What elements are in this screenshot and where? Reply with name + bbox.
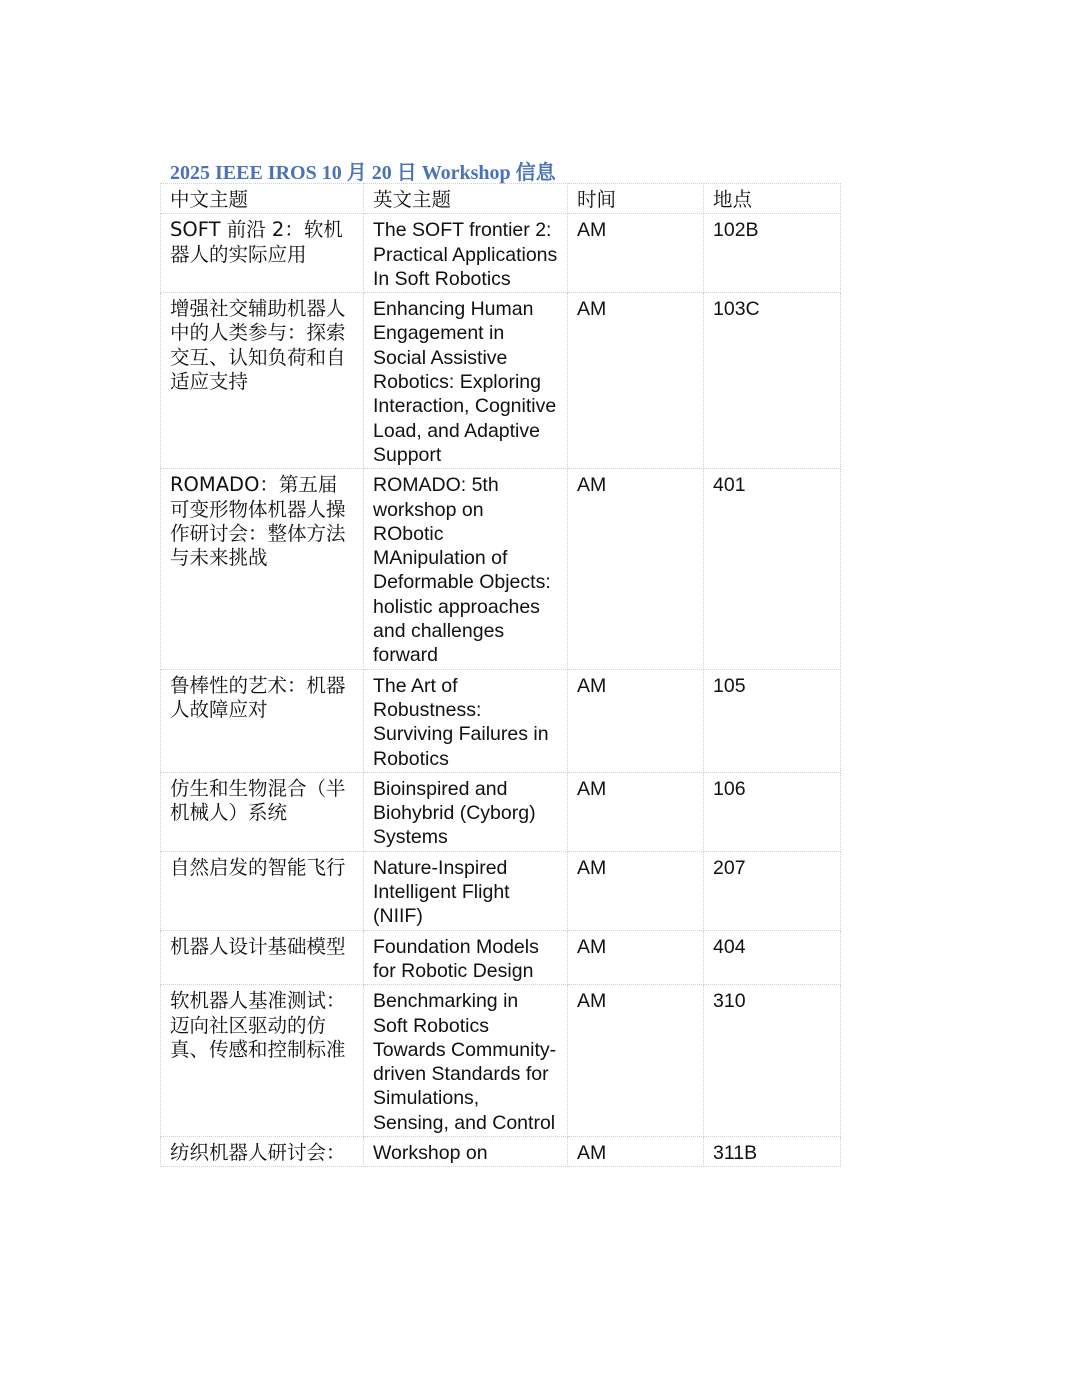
- table-row: [161, 985, 841, 1137]
- cell-chinese-topic: 纺织机器人研讨会：: [161, 1136, 364, 1166]
- cell-location: 102B: [704, 214, 841, 293]
- cell-english-topic: Bioinspired and Biohybrid (Cyborg) Systems: [364, 772, 568, 851]
- document-title: 2025 IEEE IROS 10 月 20 日 Workshop 信息: [170, 162, 556, 184]
- workshop-table: [160, 183, 841, 1167]
- cell-chinese-topic: 软机器人基准测试：迈向社区驱动的仿真、传感和控制标准: [161, 985, 364, 1137]
- cell-chinese-topic: ROMADO：第五届可变形物体机器人操作研讨会：整体方法与未来挑战: [161, 469, 364, 669]
- table-row: [161, 851, 841, 930]
- cell-english-topic: The SOFT frontier 2: Practical Applications In Soft Robotics: [364, 214, 568, 293]
- cell-location: 106: [704, 772, 841, 851]
- cell-english-topic: Foundation Models for Robotic Design: [364, 930, 568, 985]
- table-row: [161, 930, 841, 985]
- table-row: [161, 293, 841, 469]
- cell-time: AM: [568, 469, 704, 669]
- cell-location: 401: [704, 469, 841, 669]
- cell-chinese-topic: 自然启发的智能飞行: [161, 851, 364, 930]
- table-row: [161, 1136, 841, 1166]
- header-time: 时间: [568, 184, 704, 214]
- table-row: [161, 469, 841, 669]
- cell-time: AM: [568, 985, 704, 1137]
- cell-time: AM: [568, 214, 704, 293]
- cell-english-topic: ROMADO: 5th workshop on RObotic MAnipulation of Deformable Objects: holistic approaches and challenges forward: [364, 469, 568, 669]
- cell-time: AM: [568, 293, 704, 469]
- cell-location: 310: [704, 985, 841, 1137]
- cell-chinese-topic: 机器人设计基础模型: [161, 930, 364, 985]
- cell-time: AM: [568, 669, 704, 772]
- table-header-row: [161, 184, 841, 214]
- cell-time: AM: [568, 930, 704, 985]
- cell-english-topic: Nature-Inspired Intelligent Flight (NIIF): [364, 851, 568, 930]
- cell-location: 103C: [704, 293, 841, 469]
- cell-time: AM: [568, 1136, 704, 1166]
- cell-english-topic: Benchmarking in Soft Robotics Towards Community-driven Standards for Simulations, Sensing, and Control: [364, 985, 568, 1137]
- cell-chinese-topic: 增强社交辅助机器人中的人类参与：探索交互、认知负荷和自适应支持: [161, 293, 364, 469]
- cell-chinese-topic: 鲁棒性的艺术：机器人故障应对: [161, 669, 364, 772]
- cell-time: AM: [568, 851, 704, 930]
- header-chinese-topic: 中文主题: [161, 184, 364, 214]
- table-row: [161, 772, 841, 851]
- cell-chinese-topic: SOFT 前沿 2：软机器人的实际应用: [161, 214, 364, 293]
- cell-time: AM: [568, 772, 704, 851]
- cell-location: 105: [704, 669, 841, 772]
- cell-english-topic: Workshop on: [364, 1136, 568, 1166]
- cell-location: 404: [704, 930, 841, 985]
- cell-location: 207: [704, 851, 841, 930]
- cell-english-topic: The Art of Robustness: Surviving Failures in Robotics: [364, 669, 568, 772]
- cell-english-topic: Enhancing Human Engagement in Social Assistive Robotics: Exploring Interaction, Cognitive Load, and Adaptive Support: [364, 293, 568, 469]
- header-location: 地点: [704, 184, 841, 214]
- cell-chinese-topic: 仿生和生物混合（半机械人）系统: [161, 772, 364, 851]
- table-row: [161, 214, 841, 293]
- table-row: [161, 669, 841, 772]
- cell-location: 311B: [704, 1136, 841, 1166]
- header-english-topic: 英文主题: [364, 184, 568, 214]
